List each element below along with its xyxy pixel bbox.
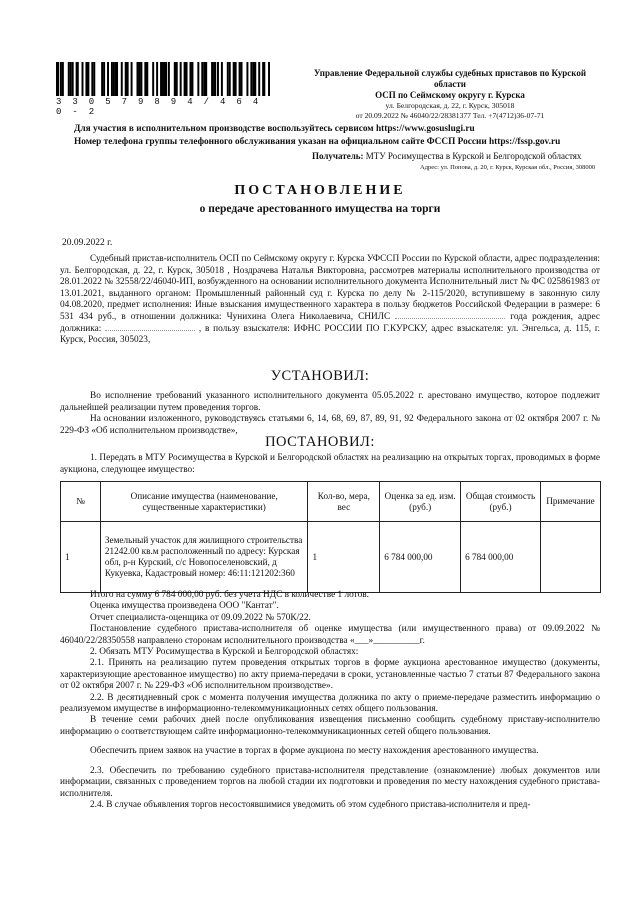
agency-block — [300, 68, 600, 121]
barcode-bar — [164, 62, 167, 96]
barcode-bar — [146, 62, 148, 96]
barcode-bar — [103, 62, 105, 96]
barcode-bar — [121, 62, 123, 96]
document-title: ПОСТАНОВЛЕНИЕ — [234, 183, 406, 198]
barcode-bar — [197, 62, 199, 96]
paragraph-2-2: 2.2. В десятидневный срок с момента получения имущества должника по акту о приеме-передаче разместить информацию о реализуемом имуществе в информационно-телекоммуникационных сетях общего пользования. — [60, 692, 600, 715]
table-header-cell: Оценка за ед. изм. (руб.) — [380, 482, 461, 522]
table-cell-number: 1 — [61, 522, 101, 593]
barcode-bar — [140, 62, 142, 96]
barcode-bar — [156, 62, 158, 96]
document-date: 20.09.2022 г. — [62, 238, 113, 248]
table-cell-unit-price: 6 784 000,00 — [380, 522, 461, 593]
barcode-bar — [229, 62, 231, 96]
document-subtitle: о передаче арестованного имущества на торги — [199, 203, 441, 215]
barcode-bar — [239, 62, 241, 96]
report-line: Отчет специалиста-оценщика от 09.09.2022 № 570К/22. — [90, 612, 311, 623]
paragraph-2-3: 2.3. Обеспечить по требованию судебного пристава-исполнителя представление (ознакомление) любых документов или информации, связанных с проведением торгов на любой стадии их подготовки и проведения по месту нахождения судебного пристава-исполнителя. — [60, 765, 600, 799]
barcode-bar — [152, 62, 154, 96]
barcode-digits: 3 3 0 5 7 9 8 9 4 / 4 6 4 0 - 2 — [56, 97, 262, 117]
barcode-bar — [60, 62, 62, 96]
established-paragraph-2: На основании изложенного, руководствуясь статьями 6, 14, 68, 69, 87, 89, 91, 92 Федерального закона от 02 октября 2007 г. № 229-ФЗ «Об исполнительном производстве», — [60, 414, 600, 436]
barcode-bar — [87, 62, 89, 96]
gosuslugi-note: Для участия в исполнительном производстве воспользуйтесь сервисом https://www.gosuslugi.ru — [74, 124, 475, 134]
recipient-name: МТУ Росимущества в Курской и Белгородской областях — [365, 151, 582, 161]
redacted-address — [105, 330, 195, 331]
table-header-row — [61, 482, 601, 522]
table-cell-description: Земельный участок для жилищного строительства 21242.00 кв.м расположенный по адресу: Курская обл, р-н Курский, с/с Новопоселеновский, д Кукуевка, Кадастровый номер: 46:11:121202:360 — [100, 522, 308, 593]
table-cell-note — [540, 522, 600, 593]
barcode-bar — [186, 62, 188, 96]
agency-department: ОСП по Сеймскому округу г. Курска — [375, 90, 525, 100]
intro-text: Судебный пристав-исполнитель ОСП по Сеймскому округу г. Курска УФССП России по Курской области, адрес подразделения: ул. Белгородская, д. 22, г. Курск, 305018 , Ноздрачева Наталья Викторовна, рассмотрев материалы исполнительного производства от 28.01.2022 № 32558/22/46040-ИП, возбужденного на основании исполнительного документа Исполнительный лист № ФС 025861983 от 13.01.2021, выданного органом: Промышленный районный суд г. Курска по делу № 2-115/2020, вступившему в законную силу 04.08.2020, предмет исполнения: Иные взыскания имущественного характера в пользу бюджетов Российской Федерации в размере: 6 531 434 руб., в отношении должника: Чунихина Олега Николаевича, СНИЛС — [60, 254, 600, 322]
barcode-bar — [217, 62, 219, 96]
barcode-bar — [254, 62, 256, 96]
table-cell-total: 6 784 000,00 — [461, 522, 541, 593]
barcode-bar — [262, 62, 265, 96]
recipient-address: Адрес: ул. Попова, д. 20, г. Курск, Курская обл., Россия, 308000 — [420, 164, 596, 171]
table-row — [61, 522, 601, 593]
barcode-bar — [137, 62, 139, 96]
paragraph-2-1: 2.1. Принять на реализацию путем проведения открытых торгов в форме аукциона арестованное имущество (документы, характеризующие арестованное имущество) по акту приема-передачи в сроки, установленные частью 7 статьи 87 Федерального закона от 02 октября 2007 г. № 229-ФЗ «Об исполнительном производстве». — [60, 658, 600, 692]
resolved-paragraph-1: 1. Передать в МТУ Росимущества в Курской и Белгородской областях на реализацию на открытых торгах, проводимых в форме аукциона, следующее имущество: — [60, 453, 600, 475]
agency-address: ул. Белгородская, д. 22, г. Курск, 305018 — [385, 101, 515, 110]
barcode-bar — [176, 62, 178, 96]
recipient-line — [312, 151, 581, 161]
heading-established: УСТАНОВИЛ: — [270, 368, 370, 384]
barcode-bar — [190, 62, 192, 96]
barcode — [56, 62, 270, 96]
barcode-bar — [76, 62, 79, 96]
barcode-bar — [111, 62, 113, 96]
barcode-bar — [56, 62, 59, 96]
valuation-decision: Постановление судебного пристава-исполнителя об оценке имущества (или имущественного права) от 09.09.2022 № 46040/22/28350558 направлено сторонам исполнительного производства «___»__________г. — [60, 624, 600, 646]
barcode-bar — [70, 62, 72, 96]
paragraph-2: 2. Обязать МТУ Росимущества в Курской и Белгородской областях: — [90, 647, 359, 658]
table-header-cell: Кол-во, мера, вес — [308, 482, 380, 522]
intro-text-c: , в пользу взыскателя: ИФНС РОССИИ ПО Г.КУРСКУ, адрес взыскателя: ул. Энгельса, д. 115, г. Курск, Россия, 305023, — [60, 323, 600, 346]
barcode-bar — [180, 62, 182, 96]
established-paragraph-1: Во исполнение требований указанного исполнительного документа 05.05.2022 г. арестовано имущество, которое подлежит дальнейшей реализации путем проведения торгов. — [60, 391, 600, 413]
intro-paragraph — [60, 254, 600, 347]
barcode-bar — [268, 62, 270, 96]
table-cell-quantity: 1 — [308, 522, 380, 593]
valuer-line: Оценка имущества произведена ООО "Кантат". — [90, 601, 279, 612]
barcode-bar — [107, 62, 109, 96]
barcode-bar — [72, 62, 74, 96]
barcode-bar — [62, 62, 64, 96]
barcode-bar — [191, 62, 193, 96]
barcode-bar — [82, 62, 84, 96]
barcode-bar — [227, 62, 229, 96]
barcode-bar — [258, 62, 260, 96]
table-header-cell: Описание имущества (наименование, существенные характеристики) — [100, 482, 308, 522]
barcode-bar — [235, 62, 237, 96]
barcode-bar — [138, 62, 140, 96]
barcode-bar — [115, 62, 118, 96]
phone-note: Номер телефона группы телефонного обслуживания указан на официальном сайте ФССП России https://fssp.gov.ru — [74, 137, 561, 147]
redacted-snils — [395, 318, 505, 319]
barcode-bar — [221, 62, 223, 96]
intro-text-b: года рождения, адрес должника: — [60, 311, 601, 334]
property-table — [60, 481, 601, 593]
recipient-label: Получатель: — [312, 151, 364, 161]
resolution-details — [60, 590, 600, 811]
barcode-bar — [113, 62, 115, 96]
barcode-bar — [127, 62, 129, 96]
table-header-cell: № — [61, 482, 101, 522]
agency-name: Управление Федеральной службы судебных приставов по Курской области — [313, 68, 587, 89]
barcode-bar — [205, 62, 207, 96]
paragraph-2-4: 2.4. В случае объявления торгов несостоявшимися уведомить об этом судебного пристава-исполнителя и пред- — [90, 799, 531, 810]
barcode-bar — [213, 62, 216, 96]
barcode-bar — [131, 62, 133, 96]
barcode-bar — [91, 62, 93, 96]
resolved-block — [60, 453, 600, 476]
barcode-bar — [211, 62, 213, 96]
barcode-bar — [241, 62, 243, 96]
table-header-cell: Примечание — [540, 482, 600, 522]
barcode-bar — [93, 62, 95, 96]
heading-resolved: ПОСТАНОВИЛ: — [265, 434, 375, 450]
barcode-bar — [160, 62, 162, 96]
paragraph-2-2-b: В течение семи рабочих дней после опубликования извещения письменно сообщить судебному приставу-исполнителю информацию о соответствующем сайте информационно-телекоммуникационных сетей общего пользования. — [60, 715, 600, 737]
barcode-bar — [68, 62, 70, 96]
barcode-bar — [201, 62, 203, 96]
total-line: Итого на сумму 6 784 000,00 руб. без учета НДС в количестве 1 лотов. — [90, 590, 369, 600]
paragraph-2-2-c: Обеспечить прием заявок на участие в торгах в форме аукциона по месту нахождения арестованного имущества. — [90, 746, 539, 757]
table-header-cell: Общая стоимость (руб.) — [461, 482, 541, 522]
established-block — [60, 391, 600, 437]
barcode-bar — [168, 62, 170, 96]
barcode-bar — [101, 62, 103, 96]
agency-ref: от 20.09.2022 № 46040/22/28381377 Тел. +7(4712)36-07-71 — [355, 111, 545, 120]
barcode-bar — [250, 62, 252, 96]
barcode-bar — [246, 62, 248, 96]
barcode-bar — [162, 62, 164, 96]
